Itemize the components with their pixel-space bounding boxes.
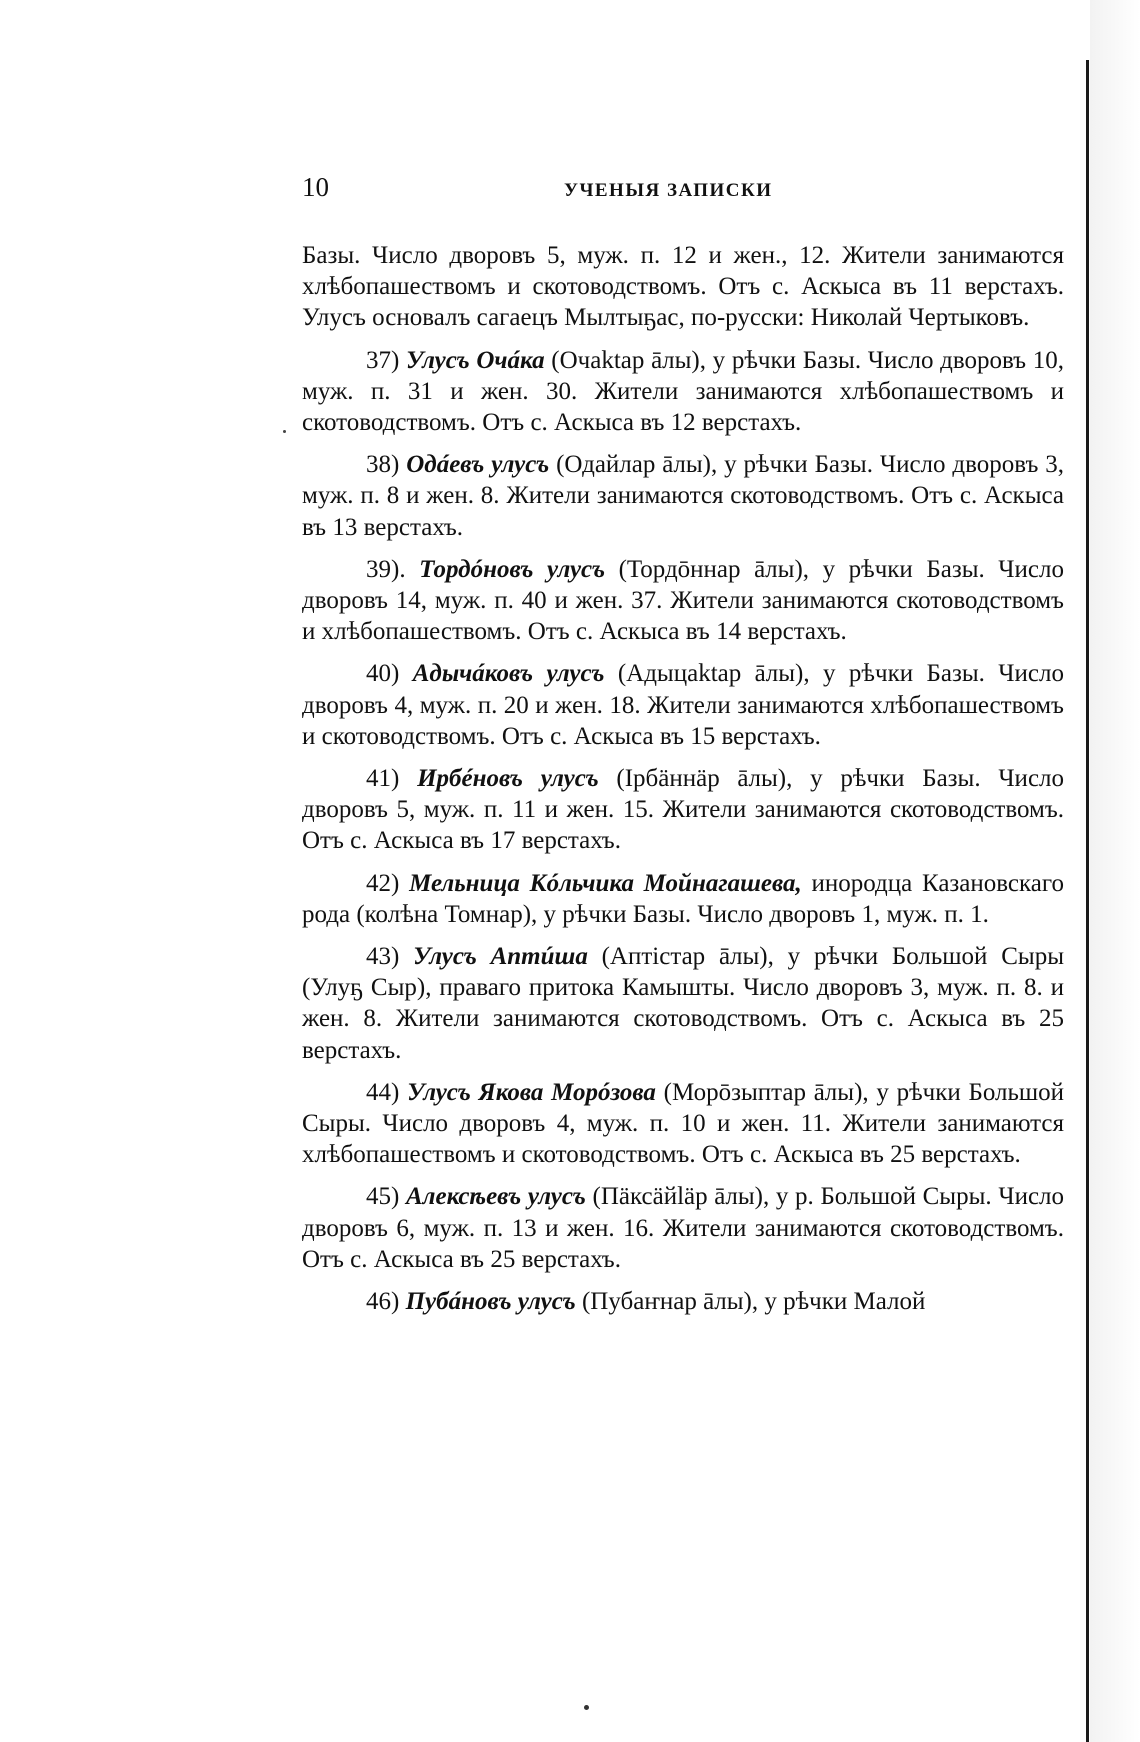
paragraph-entry-44 [302,1077,1064,1171]
entry-number: 37) [366,346,400,374]
entry-title: Мельница Кóльчика Мойнагашева, [409,869,802,897]
entry-text: (Тордōннар āлы), у рѣчки Базы. Число дворовъ 14, муж. п. 40 и жен. 37. Жители занимаются скотоводствомъ и хлѣбопашествомъ. Отъ с. Аскыса въ 14 верстахъ. [302,555,1065,646]
entry-text: (Очаktар āлы), у рѣчки Базы. Число дворовъ 10, муж. п. 31 и жен. 30. Жители занимаются хлѣбопашествомъ и скотоводствомъ. Отъ с. Аскыса въ 12 верстахъ. [302,346,1065,437]
entry-text: (Пäксäйläр āлы), у р. Большой Сыры. Число дворовъ 6, муж. п. 13 и жен. 16. Жители занимаются скотоводствомъ. Отъ с. Аскыса въ 25 верстахъ. [302,1183,1065,1273]
entry-text: (Адыцаktар āлы), у рѣчки Базы. Число дворовъ 4, муж. п. 20 и жен. 18. Жители занимаются хлѣбопашествомъ и скотоводствомъ. Отъ с. Аскыса въ 15 верстахъ. [302,660,1064,750]
paragraph-continuation [302,240,1064,334]
entry-title: Улусъ Аптúша [413,943,588,971]
running-title: УЧЕНЫЯ ЗАПИСКИ [564,180,773,201]
entry-text: (Морōзыптар āлы), у рѣчки Большой Сыры. Число дворовъ 4, муж. п. 10 и жен. 11. Жители занимаются хлѣбопашествомъ и скотоводствомъ. Отъ с. Аскыса въ 25 верстахъ. [302,1078,1065,1169]
paragraph-entry-45 [302,1181,1064,1275]
entry-text: инородца Казановскаго рода (колѣна Томнар), у рѣчки Базы. Число дворовъ 1, муж. п. 1. [302,869,1065,928]
entry-text: (Одайлар āлы), у рѣчки Базы. Число дворовъ 3, муж. п. 8 и жен. 8. Жители занимаются скотоводствомъ. Отъ с. Аскыса въ 13 верстахъ. [302,451,1065,541]
entry-title: Алексѣевъ улусъ [406,1183,586,1211]
entry-text: (Ірбäннäр āлы), у рѣчки Базы. Число дворовъ 5, муж. п. 11 и жен. 15. Жители занимаются скотоводствомъ. Отъ с. Аскыса въ 17 верстахъ. [302,765,1065,855]
paragraph-entry-40 [302,658,1064,752]
entry-number: 46) [366,1288,400,1316]
body-text [302,240,1064,1328]
entry-text: (Пубаҥнар āлы), у рѣчки Малой [581,1288,926,1316]
margin-mark [283,430,286,433]
entry-text: (Аптістар āлы), у рѣчки Большой Сыры (Улуҕ Сыр), праваго притока Камышты. Число дворовъ 3, муж. п. 8. и жен. 8. Жители занимаются скотоводствомъ. Отъ с. Аскыса въ 25 верстахъ. [302,943,1064,1064]
entry-title: Тордóновъ улусъ [419,555,605,583]
paragraph-entry-43 [302,941,1064,1066]
entry-title: Улусъ Якова Морóзова [407,1078,656,1106]
entry-number: 43) [366,943,400,971]
entry-title: Пубáновъ улусъ [405,1288,576,1316]
entry-title: Ирбéновъ улусъ [417,765,599,793]
paragraph-entry-38 [302,449,1064,543]
entry-number: 45) [366,1183,400,1211]
entry-title: Одáевъ улусъ [406,451,550,479]
entry-number: 38) [366,451,400,479]
paragraph-entry-37 [302,345,1064,439]
entry-number: 42) [366,869,400,897]
page-number: 10 [302,172,329,202]
paragraph-entry-42 [302,868,1064,930]
paragraph-entry-46 [302,1286,1064,1317]
entry-title: Улусъ Очáка [406,346,545,374]
page-edge-shadow [1090,0,1140,1742]
entry-number: 44) [366,1078,400,1106]
entry-title: Адычáковъ улусъ [412,660,605,688]
bottom-speck [584,1705,589,1710]
entry-number: 40) [366,660,400,688]
running-head [302,172,1042,212]
entry-number: 39). [366,555,406,583]
paragraph-entry-39 [302,554,1064,648]
paragraph-text: Базы. Число дворовъ 5, муж. п. 12 и жен., 12. Жители занимаются хлѣбопашествомъ и скотоводствомъ. Отъ с. Аскыса въ 11 верстахъ. Улусъ основалъ сагаецъ Мылтыҕас, по-русски: Николай Чертыковъ. [302,242,1064,332]
page-edge-line [1086,60,1089,1742]
paragraph-entry-41 [302,763,1064,857]
entry-number: 41) [366,765,400,793]
